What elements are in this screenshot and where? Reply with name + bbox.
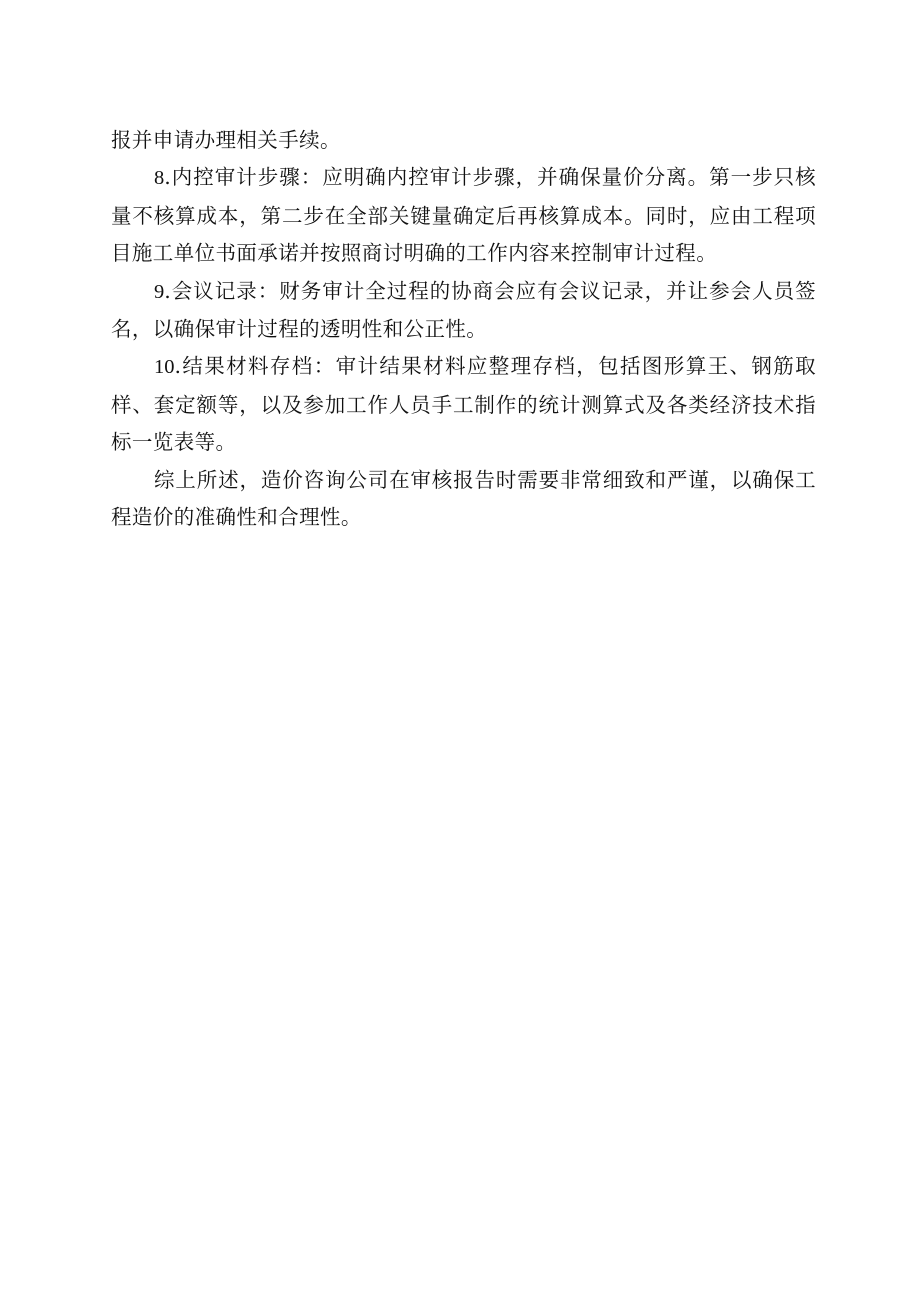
item-number: 9	[154, 280, 165, 303]
paragraph-text: .内控审计步骤：应明确内控审计步骤，并确保量价分离。第一步只核量不核算成本，第二步在全部关键量确定后再核算成本。同时，应由工程项目施工单位书面承诺并按照商讨明确的工作内容来控制审计过程。	[111, 165, 816, 266]
paragraph-conclusion	[111, 462, 816, 537]
paragraph-text: .结果材料存档：审计结果材料应整理存档，包括图形算王、钢筋取样、套定额等，以及参加工作人员手工制作的统计测算式及各类经济技术指标一览表等。	[111, 354, 816, 455]
paragraph-text: 报并申请办理相关手续。	[111, 128, 341, 152]
document-body	[111, 122, 816, 536]
paragraph-continuation	[111, 122, 816, 159]
item-number: 8	[154, 167, 165, 190]
paragraph-text: .会议记录：财务审计全过程的协商会应有会议记录，并让参会人员签名，以确保审计过程的透明性和公正性。	[111, 278, 816, 342]
item-number: 10	[154, 356, 175, 379]
paragraph-item-8	[111, 159, 816, 272]
paragraph-text: 综上所述，造价咨询公司在审核报告时需要非常细致和严谨，以确保工程造价的准确性和合理性。	[111, 467, 816, 530]
paragraph-item-10	[111, 348, 816, 461]
paragraph-item-9	[111, 273, 816, 349]
